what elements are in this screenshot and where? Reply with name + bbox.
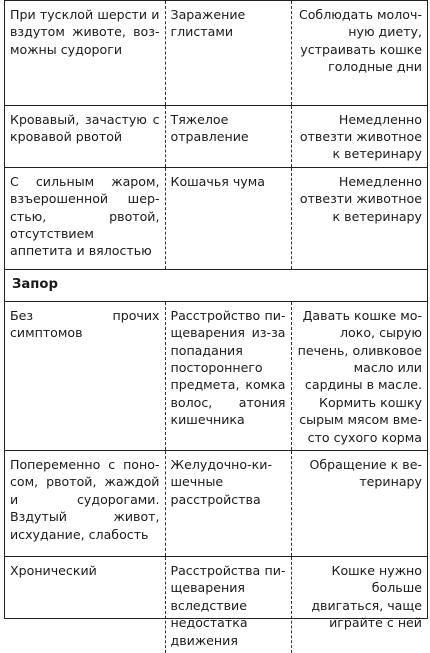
cause-cell: Тяжелое отравление [165, 105, 291, 167]
symptom-cell: Без прочих симптомов [5, 301, 165, 450]
section-title: Запор [5, 269, 427, 301]
action-cell: Немедленно отвезти животное к ветеринару [291, 105, 427, 167]
table-row [5, 105, 427, 167]
symptom-table-page [4, 0, 428, 648]
cause-cell: Кошачья чума [165, 167, 291, 269]
table-row [5, 301, 427, 450]
table-row [5, 450, 427, 556]
symptom-table [5, 1, 427, 653]
action-cell: Обращение к ветеринару [291, 450, 427, 556]
symptom-cell: При тусклой шерсти и вздутом животе, возможны судороги [5, 1, 165, 105]
action-cell: Давать кошке молоко, сырую печень, оливковое масло или сардины в масле. Кормить кошку сырым мясом вместо сухого корма [291, 301, 427, 450]
table-row [5, 556, 427, 653]
action-cell: Немедленно отвезти животное к ветеринару [291, 167, 427, 269]
table-row [5, 167, 427, 269]
action-cell: Кошке нужно больше двигаться, чаще играйте с ней [291, 556, 427, 653]
cause-cell: Расстройство пищеварения из-за попадания постороннего предмета, комка волос, атония кишечника [165, 301, 291, 450]
table-row [5, 1, 427, 105]
cause-cell: Заражение глистами [165, 1, 291, 105]
cause-cell: Расстройства пищеварения вследствие недостатка движения [165, 556, 291, 653]
symptom-cell: Хронический [10, 562, 97, 578]
symptom-cell: С сильным жаром, взъерошенной шерстью, рвотой, отсутствием аппетита и вялостью [5, 167, 165, 269]
symptom-cell: Кровавый, зачастую с кровавой рвотой [5, 105, 165, 167]
cause-cell: Желудочно-кишечные расстройства [165, 450, 291, 556]
action-cell: Соблюдать молочную диету, устраивать кошке голодные дни [291, 1, 427, 105]
symptom-cell: Попеременно с поносом, рвотой, жаждой и судорогами. Вздутый живот, исхудание, слабость [5, 450, 165, 556]
section-row [5, 269, 427, 301]
